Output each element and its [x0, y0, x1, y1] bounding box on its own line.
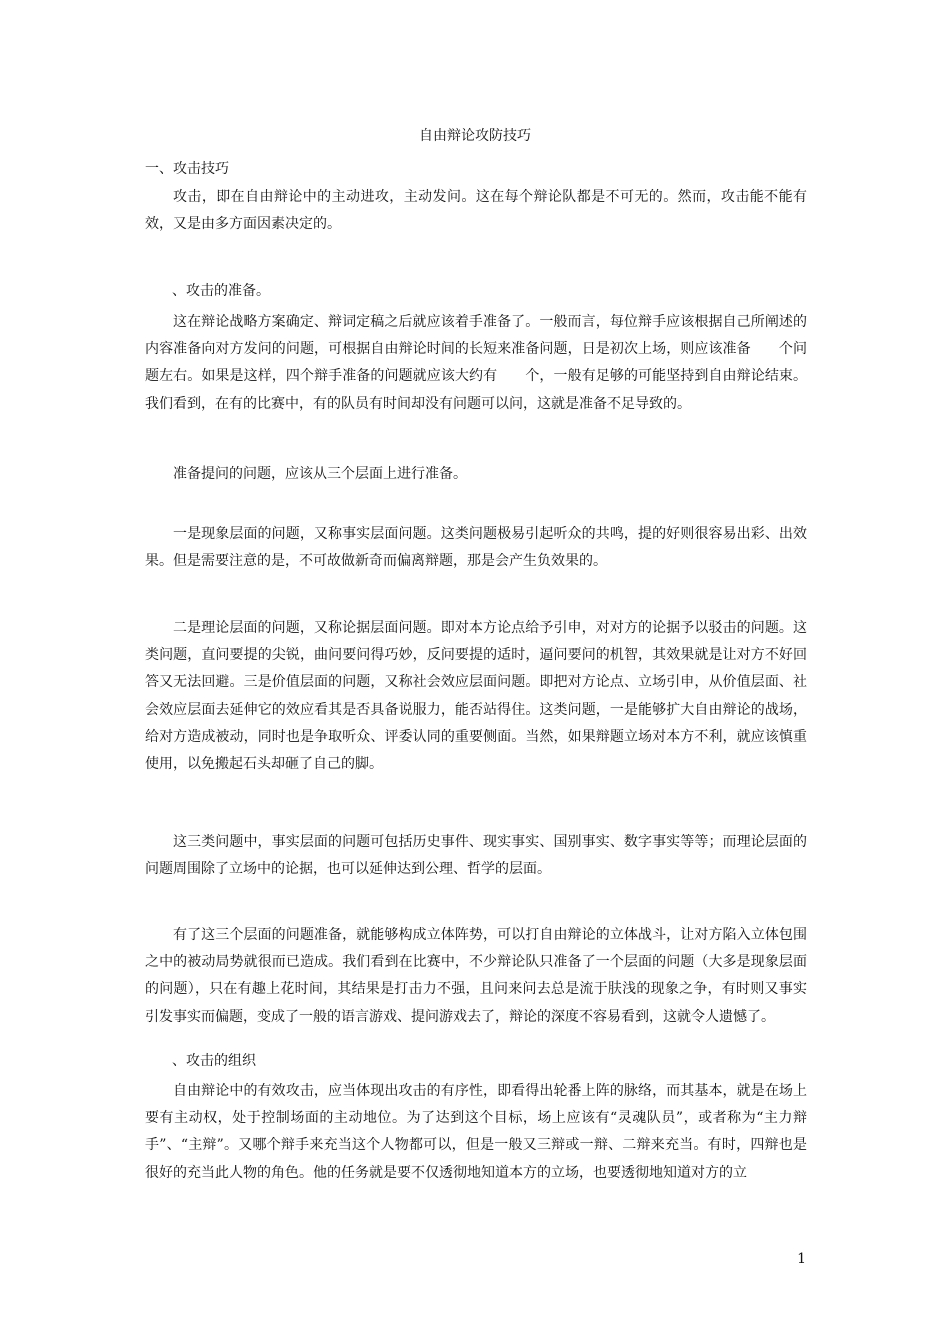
section-heading-attack-skills: 一、攻击技巧: [145, 161, 229, 177]
paragraph-attack-intro: 攻击，即在自由辩论中的主动进攻，主动发问。这在每个辩论队都是不可无的。然而，攻击能不能有效，又是由多方面因素决定的。: [145, 189, 807, 233]
paragraph-three-types: 这三类问题中，事实层面的问题可包括历史事件、现实事实、国别事实、数字事实等等；而理论层面的问题周围除了立场中的论据，也可以延伸达到公理、哲学的层面。: [145, 834, 807, 878]
subheading-attack-organization: 、攻击的组织: [172, 1053, 256, 1069]
paragraph-preparation-timing: 这在辩论战略方案确定、辩词定稿之后就应该着手准备了。一般而言，每位辩手应该根据自己所阐述的内容准备向对方发问的问题，可根据自由辩论时间的长短来准备问题，日是初次上场，则应该准备 个问题左右。如果是这样，四个辩手准备的问题就应该大约有 个，一般有足够的可能坚持到自由辩论结束。我们看到，在有的比赛中，有的队员有时间却没有问题可以问，这就是准备不足导致的。: [145, 314, 807, 412]
subheading-attack-preparation: 、攻击的准备。: [172, 283, 270, 299]
page-number: 1: [797, 1251, 806, 1267]
paragraph-three-level-formation: 有了这三个层面的问题准备，就能够构成立体阵势，可以打自由辩论的立体战斗，让对方陷入立体包围之中的被动局势就很而已造成。我们看到在比赛中，不少辩论队只准备了一个层面的问题（大多是现象层面的问题），只在有趣上花时间，其结果是打击力不强，且问来问去总是流于肤浅的现象之争，有时则又事实引发事实而偏题，变成了一般的语言游戏、提问游戏去了，辩论的深度不容易看到，这就令人遗憾了。: [145, 927, 807, 1025]
paragraph-theory-value-level: 二是理论层面的问题，又称论据层面问题。即对本方论点给予引申，对对方的论据予以驳击的问题。这类问题，直问要提的尖锐，曲问要问得巧妙，反问要提的适时，逼问要问的机智，其效果就是让对方不好回答又无法回避。三是价值层面的问题，又称社会效应层面问题。即把对方论点、立场引申，从价值层面、社会效应层面去延伸它的效应看其是否具备说服力，能否站得住。这类问题，一是能够扩大自由辩论的战场，给对方造成被动，同时也是争取听众、评委认同的重要侧面。当然，如果辩题立场对本方不利，就应该慎重使用，以免搬起石头却砸了自己的脚。: [145, 620, 807, 773]
paragraph-fact-level: 一是现象层面的问题，又称事实层面问题。这类问题极易引起听众的共鸣，提的好则很容易出彩、出效果。但是需要注意的是，不可故做新奇而偏离辩题，那是会产生负效果的。: [145, 526, 807, 570]
paragraph-attack-organization: 自由辩论中的有效攻击，应当体现出攻击的有序性，即看得出轮番上阵的脉络，而其基本，就是在场上要有主动权，处于控制场面的主动地位。为了达到这个目标，场上应该有“灵魂队员”，或者称为“主力辩手”、“主辩”。又哪个辩手来充当这个人物都可以，但是一般又三辩或一辩、二辩来充当。有时，四辩也是很好的充当此人物的角色。他的任务就是要不仅透彻地知道本方的立场，也要透彻地知道对方的立: [145, 1083, 807, 1181]
paragraph-three-levels: 准备提问的问题，应该从三个层面上进行准备。: [173, 466, 467, 482]
document-title: 自由辩论攻防技巧: [419, 128, 531, 144]
